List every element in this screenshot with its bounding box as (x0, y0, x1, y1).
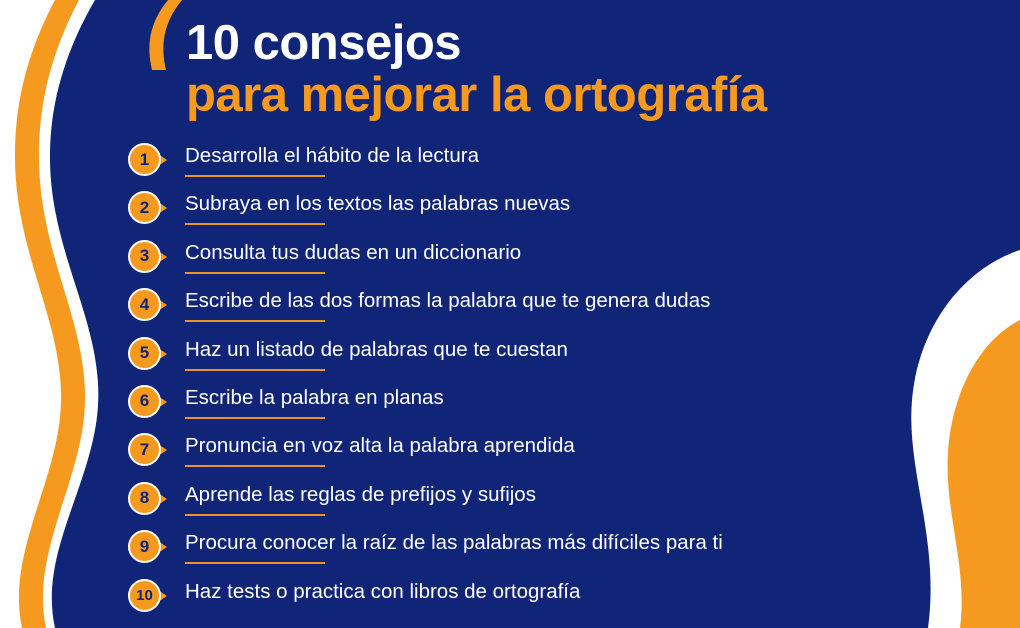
list-item (128, 237, 1008, 285)
page-title (186, 18, 986, 123)
list-item (128, 527, 1008, 575)
divider (185, 320, 325, 322)
list-item (128, 430, 1008, 478)
list-item (128, 479, 1008, 527)
status-badge: 7 (128, 433, 161, 466)
status-badge: 1 (128, 143, 161, 176)
divider (185, 465, 325, 467)
status-badge: 6 (128, 385, 161, 418)
list-item (128, 140, 1008, 188)
divider (185, 175, 325, 177)
divider (185, 514, 325, 516)
list-item-label: Escribe la palabra en planas (185, 385, 444, 409)
status-badge: 5 (128, 337, 161, 370)
divider (185, 562, 325, 564)
tips-list (128, 140, 1008, 624)
list-item (128, 188, 1008, 236)
list-item (128, 382, 1008, 430)
list-item-label: Haz un listado de palabras que te cuestan (185, 337, 568, 361)
list-item-label: Haz tests o practica con libros de ortografía (185, 579, 581, 603)
status-badge: 9 (128, 530, 161, 563)
status-badge: 4 (128, 288, 161, 321)
status-badge: 2 (128, 191, 161, 224)
list-item (128, 576, 1008, 624)
divider (185, 369, 325, 371)
list-item-label: Aprende las reglas de prefijos y sufijos (185, 482, 536, 506)
status-badge: 10 (128, 579, 161, 612)
list-item (128, 334, 1008, 382)
divider (185, 272, 325, 274)
title-line-1: 10 consejos (186, 16, 462, 70)
status-badge: 8 (128, 482, 161, 515)
list-item-label: Escribe de las dos formas la palabra que te genera dudas (185, 289, 711, 313)
divider (185, 417, 325, 419)
list-item-label: Subraya en los textos las palabras nuevas (185, 192, 571, 216)
list-item-label: Pronuncia en voz alta la palabra aprendida (185, 434, 575, 458)
list-item (128, 285, 1008, 333)
status-badge: 3 (128, 240, 161, 273)
list-item-label: Consulta tus dudas en un diccionario (185, 240, 522, 264)
list-item-label: Desarrolla el hábito de la lectura (185, 144, 479, 167)
divider (185, 223, 325, 225)
list-item-label: Procura conocer la raíz de las palabras más difíciles para ti (185, 531, 723, 555)
title-line-2: para mejorar la ortografía (186, 67, 767, 122)
